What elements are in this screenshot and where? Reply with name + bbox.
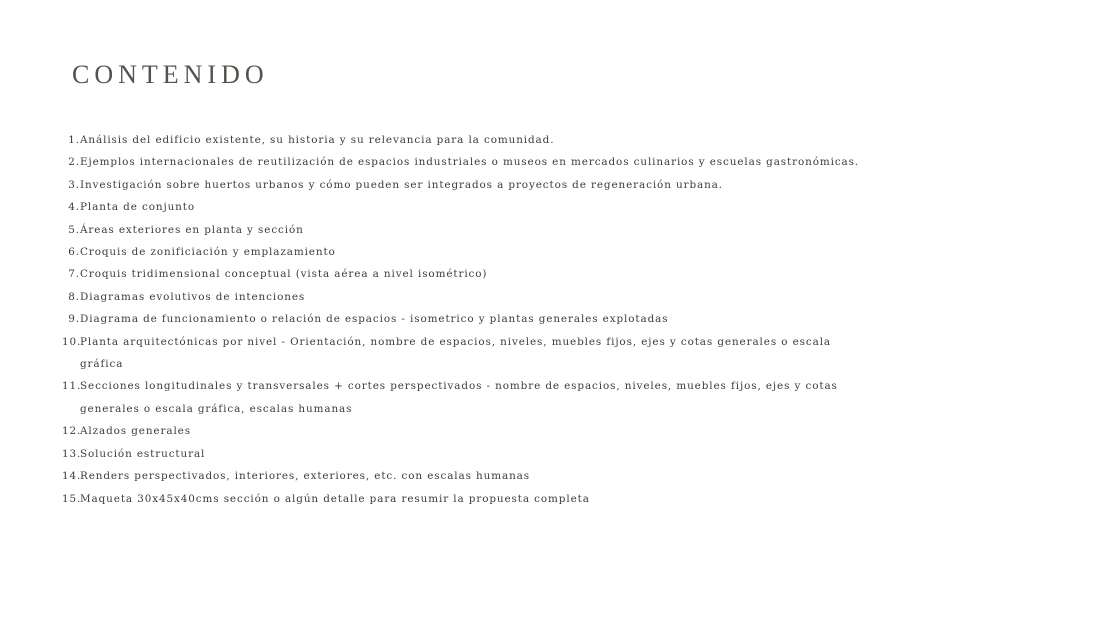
list-item [62, 420, 1022, 442]
item-text: Planta de conjunto [80, 201, 195, 214]
item-number: 14. [62, 470, 82, 483]
list-item [62, 331, 1022, 376]
list-item [62, 151, 1022, 173]
item-text: Diagramas evolutivos de intenciones [80, 290, 306, 303]
item-text: Renders perspectivados, interiores, exteriores, etc. con escalas humanas [80, 470, 530, 483]
list-item [62, 196, 1022, 218]
slide-title: CONTENIDO [72, 60, 269, 89]
item-number: 8. [68, 290, 80, 303]
list-item [62, 129, 1022, 151]
list-item [62, 219, 1022, 241]
item-number: 7. [68, 268, 80, 281]
item-text: Solución estructural [80, 447, 206, 460]
item-text: Análisis del edificio existente, su historia y su relevancia para la comunidad. [80, 134, 555, 146]
item-text: Ejemplos internacionales de reutilización de espacios industriales o museos en mercados culinarios y escuelas gastronómicas. [80, 156, 860, 169]
list-item [62, 308, 1022, 330]
item-number: 10. [62, 335, 82, 348]
list-item [62, 241, 1022, 263]
item-text: Diagrama de funcionamiento o relación de espacios - isometrico y plantas generales explotadas [80, 313, 669, 326]
item-number: 5. [68, 223, 80, 236]
item-number: 4. [68, 201, 80, 214]
list-item [62, 375, 1022, 420]
list-item [62, 488, 1022, 510]
item-number: 13. [62, 447, 82, 460]
list-item [62, 443, 1022, 465]
item-text: Maqueta 30x45x40cms sección o algún detalle para resumir la propuesta completa [80, 492, 590, 505]
list-item [62, 174, 1022, 196]
item-text: Áreas exteriores en planta y sección [80, 223, 304, 236]
list-item [62, 465, 1022, 487]
item-text: Croquis de zonificiación y emplazamiento [80, 246, 336, 259]
list-item [62, 286, 1022, 308]
item-text: Alzados generales [80, 425, 191, 438]
item-number: 12. [62, 425, 82, 438]
item-text: Planta arquitectónicas por nivel - Orientación, nombre de espacios, niveles, muebles fijos, ejes y cotas generales o escala gráfica [80, 335, 832, 371]
item-number: 9. [68, 313, 80, 326]
content-list [62, 129, 1022, 510]
item-number: 11. [62, 380, 82, 393]
item-number: 6. [68, 246, 80, 259]
item-number: 3. [68, 178, 80, 191]
item-text: Secciones longitudinales y transversales + cortes perspectivados - nombre de espacios, niveles, muebles fijos, ejes y cotas generales o escala gráfica, escalas humanas [80, 380, 838, 415]
item-text: Croquis tridimensional conceptual (vista aérea a nivel isométrico) [80, 268, 488, 281]
item-text: Investigación sobre huertos urbanos y cómo pueden ser integrados a proyectos de regeneración urbana. [80, 178, 723, 191]
item-number: 1. [68, 134, 80, 146]
item-number: 15. [62, 492, 82, 505]
item-number: 2. [68, 156, 80, 169]
list-item [62, 263, 1022, 285]
